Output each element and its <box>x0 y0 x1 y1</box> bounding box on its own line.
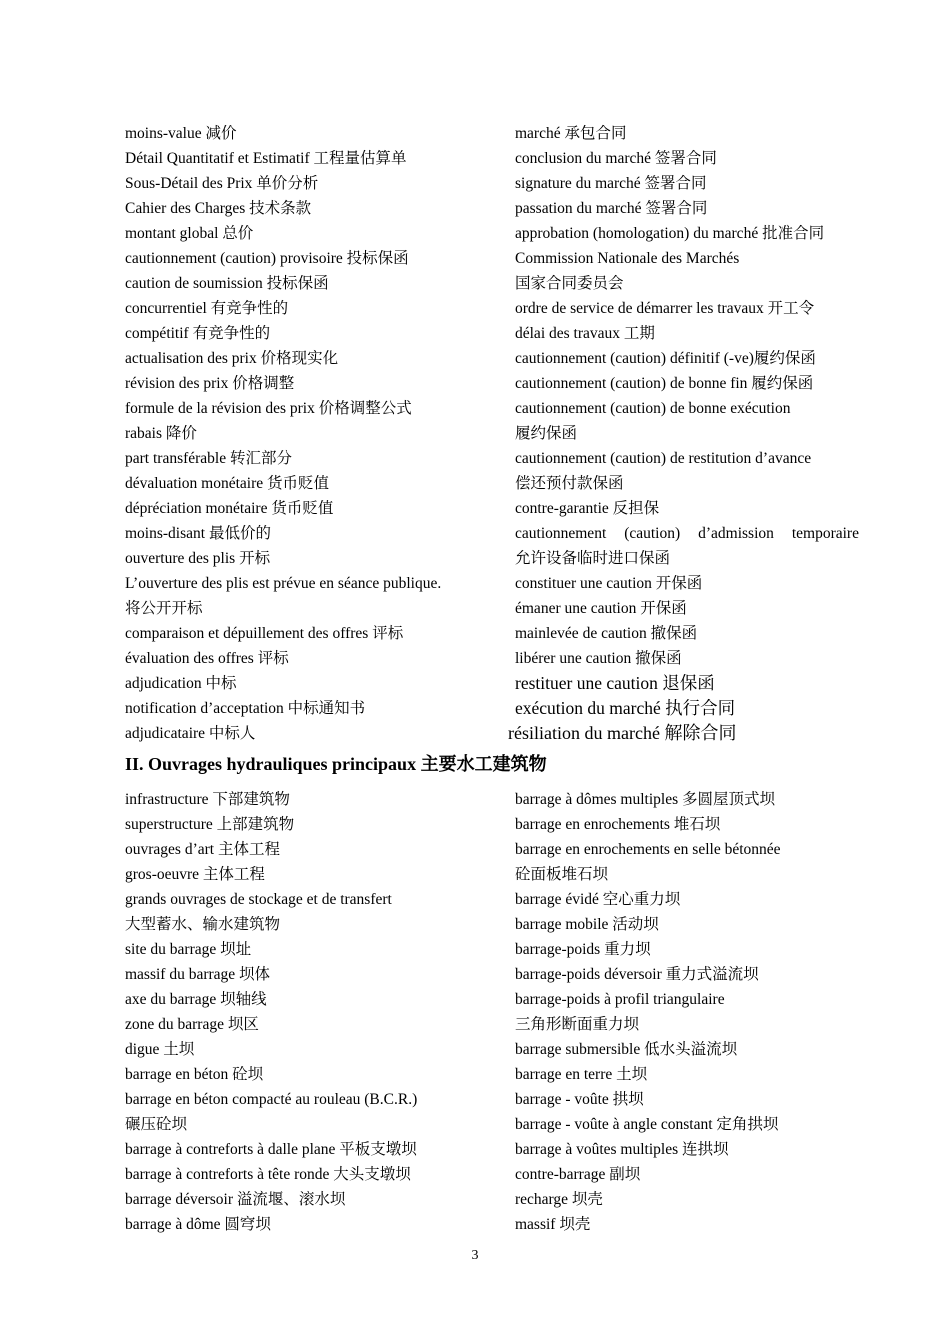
glossary-entry: conclusion du marché 签署合同 <box>515 150 717 167</box>
glossary-entry: cautionnement (caution) provisoire 投标保函 <box>125 250 409 267</box>
glossary-entry: superstructure 上部建筑物 <box>125 816 295 833</box>
glossary-entry: approbation (homologation) du marché 批准合同 <box>515 225 825 242</box>
glossary-entry: site du barrage 坝址 <box>125 941 252 958</box>
glossary-entry: signature du marché 签署合同 <box>515 175 707 192</box>
glossary-entry: concurrentiel 有竞争性的 <box>125 300 289 317</box>
glossary-entry: barrage-poids 重力坝 <box>515 941 651 958</box>
glossary-entry: évaluation des offres 评标 <box>125 650 289 667</box>
glossary-entry: notification d’acceptation 中标通知书 <box>125 700 366 717</box>
glossary-entry: barrage à dômes multiples 多圆屋顶式坝 <box>515 791 776 808</box>
glossary-entry: barrage en terre 土坝 <box>515 1066 648 1083</box>
glossary-entry: adjudication 中标 <box>125 675 237 692</box>
glossary-entry: moins-value 减价 <box>125 125 237 142</box>
glossary-entry: barrage submersible 低水头溢流坝 <box>515 1041 738 1058</box>
glossary-entry: massif 坝壳 <box>515 1216 591 1233</box>
glossary-word: temporaire <box>791 525 859 542</box>
glossary-entry: barrage à contreforts à dalle plane 平板支墩坝 <box>125 1141 417 1158</box>
glossary-entry <box>515 521 859 546</box>
glossary-entry: cautionnement (caution) de restitution d’avance <box>515 450 812 467</box>
glossary-entry: marché 承包合同 <box>515 125 627 142</box>
glossary-entry: ouvrages d’art 主体工程 <box>125 841 280 858</box>
glossary-entry: barrage déversoir 溢流堰、滚水坝 <box>125 1191 346 1208</box>
glossary-entry: actualisation des prix 价格现实化 <box>125 350 339 367</box>
glossary-entry: digue 土坝 <box>125 1041 195 1058</box>
glossary-entry: barrage - voûte 拱坝 <box>515 1091 644 1108</box>
glossary-entry: Détail Quantitatif et Estimatif 工程量估算单 <box>125 150 407 167</box>
glossary-entry: infrastructure 下部建筑物 <box>125 791 290 808</box>
glossary-entry: cautionnement (caution) de bonne exécution <box>515 400 791 417</box>
glossary-entry: barrage en béton compacté au rouleau (B.C.R.) <box>125 1091 418 1108</box>
glossary-entry: 国家合同委员会 <box>515 275 624 292</box>
glossary-entry: zone du barrage 坝区 <box>125 1016 259 1033</box>
glossary-entry: grands ouvrages de stockage et de transfert <box>125 891 392 908</box>
glossary-entry: L’ouverture des plis est prévue en séance publique. <box>125 575 442 592</box>
glossary-entry: dévaluation monétaire 货币贬值 <box>125 475 330 492</box>
glossary-entry: gros-oeuvre 主体工程 <box>125 866 265 883</box>
glossary-entry: barrage en enrochements en selle bétonnée <box>515 841 781 858</box>
glossary-entry: révision des prix 价格调整 <box>125 375 295 392</box>
glossary-entry: recharge 坝壳 <box>515 1191 603 1208</box>
glossary-entry: libérer une caution 撤保函 <box>515 650 682 667</box>
glossary-entry: 履约保函 <box>515 425 578 442</box>
glossary-column-right <box>508 121 859 746</box>
glossary-entry: cautionnement (caution) définitif (-ve)履约保函 <box>515 350 816 367</box>
glossary-entry: résiliation du marché 解除合同 <box>508 723 737 743</box>
section-heading: II. Ouvrages hydrauliques principaux 主要水工建筑物 <box>125 754 547 774</box>
glossary-entry: restituer une caution 退保函 <box>515 673 715 693</box>
glossary-entry: barrage à dôme 圆穹坝 <box>125 1216 271 1233</box>
glossary-column-right <box>515 787 781 1237</box>
glossary-entry: 偿还预付款保函 <box>515 475 624 492</box>
glossary-entry: 碾压砼坝 <box>125 1116 188 1133</box>
glossary-entry: passation du marché 签署合同 <box>515 200 708 217</box>
glossary-entry: mainlevée de caution 撤保函 <box>515 625 698 642</box>
glossary-column-left <box>125 787 417 1237</box>
glossary-column-left <box>125 121 441 746</box>
glossary-entry: caution de soumission 投标保函 <box>125 275 329 292</box>
glossary-entry: barrage-poids à profil triangulaire <box>515 991 725 1008</box>
glossary-entry: contre-barrage 副坝 <box>515 1166 641 1183</box>
glossary-entry: barrage - voûte à angle constant 定角拱坝 <box>515 1116 779 1133</box>
glossary-entry: 大型蓄水、输水建筑物 <box>125 916 281 933</box>
glossary-entry: montant global 总价 <box>125 225 254 242</box>
glossary-entry: exécution du marché 执行合同 <box>515 698 736 718</box>
glossary-entry: Sous-Détail des Prix 单价分析 <box>125 175 319 192</box>
glossary-entry: constituer une caution 开保函 <box>515 575 703 592</box>
glossary-entry: délai des travaux 工期 <box>515 325 655 342</box>
glossary-entry: moins-disant 最低价的 <box>125 525 271 542</box>
glossary-entry: comparaison et dépuillement des offres 评标 <box>125 625 404 642</box>
glossary-entry: barrage à contreforts à tête ronde 大头支墩坝 <box>125 1166 411 1183</box>
glossary-entry: émaner une caution 开保函 <box>515 600 687 617</box>
glossary-entry: rabais 降价 <box>125 425 197 442</box>
glossary-entry: 将公开开标 <box>125 600 203 617</box>
glossary-entry: contre-garantie 反担保 <box>515 500 660 517</box>
glossary-entry: cautionnement (caution) de bonne fin 履约保函 <box>515 375 814 392</box>
glossary-entry: Commission Nationale des Marchés <box>515 250 740 267</box>
glossary-entry: part transférable 转汇部分 <box>125 450 292 467</box>
page-number: 3 <box>471 1248 479 1263</box>
glossary-word: d’admission <box>698 525 774 542</box>
glossary-entry: massif du barrage 坝体 <box>125 966 271 983</box>
glossary-entry: compétitif 有竞争性的 <box>125 325 271 342</box>
glossary-entry: dépréciation monétaire 货币贬值 <box>125 500 334 517</box>
glossary-entry: barrage mobile 活动坝 <box>515 916 659 933</box>
glossary-entry: barrage en enrochements 堆石坝 <box>515 816 721 833</box>
glossary-entry: formule de la révision des prix 价格调整公式 <box>125 400 412 417</box>
glossary-entry: barrage à voûtes multiples 连拱坝 <box>515 1141 729 1158</box>
glossary-entry: 砼面板堆石坝 <box>515 866 609 883</box>
glossary-entry: barrage évidé 空心重力坝 <box>515 891 681 908</box>
glossary-entry: barrage en béton 砼坝 <box>125 1066 264 1083</box>
glossary-entry: axe du barrage 坝轴线 <box>125 991 267 1008</box>
glossary-entry: ouverture des plis 开标 <box>125 550 271 567</box>
glossary-entry: 三角形断面重力坝 <box>515 1016 640 1033</box>
glossary-entry: ordre de service de démarrer les travaux 开工令 <box>515 300 815 317</box>
glossary-entry: barrage-poids déversoir 重力式溢流坝 <box>515 966 759 983</box>
glossary-entry: 允许设备临时进口保函 <box>515 550 671 567</box>
glossary-word: cautionnement <box>515 525 607 542</box>
glossary-entry: Cahier des Charges 技术条款 <box>125 200 312 217</box>
glossary-entry: adjudicataire 中标人 <box>125 725 256 742</box>
glossary-word: (caution) <box>624 525 681 542</box>
